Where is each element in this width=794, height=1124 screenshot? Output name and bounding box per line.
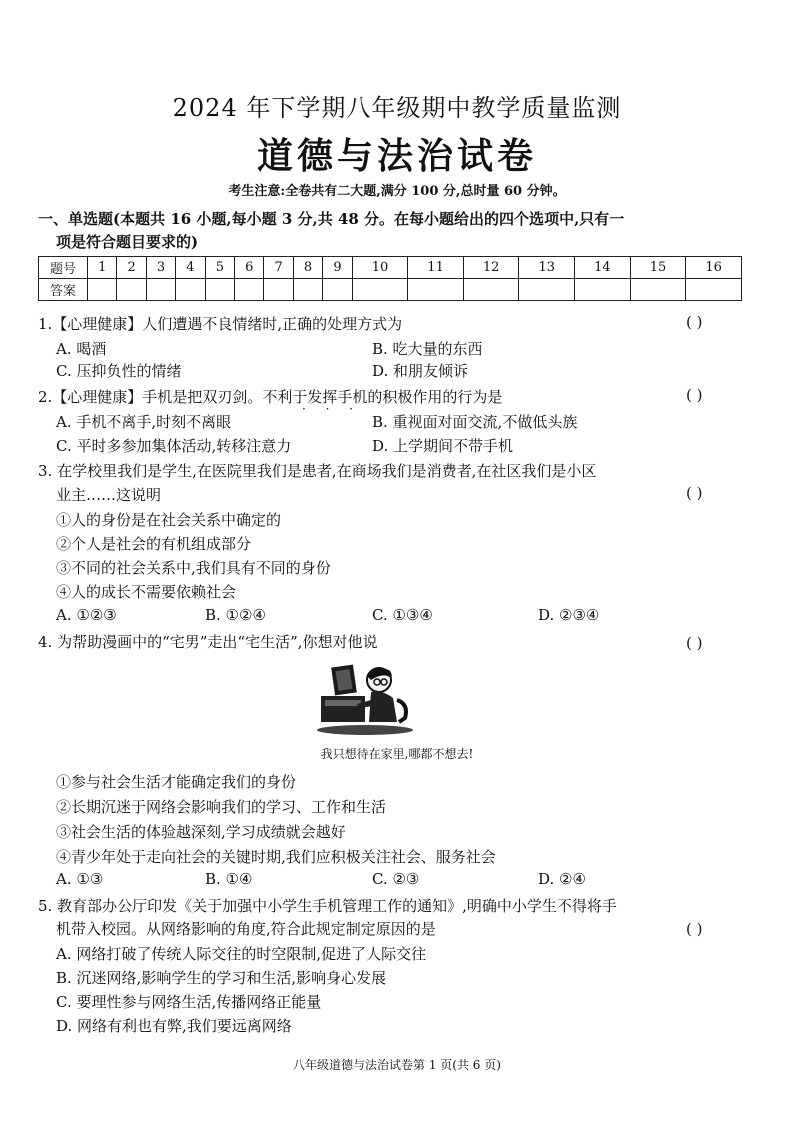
answer-cell[interactable] — [235, 279, 264, 301]
q4-option-c: C. ②③ — [372, 870, 420, 888]
q2-stem: 2.【心理健康】手机是把双刃剑。不利于发挥手机的积极作用的行为是 — [38, 388, 503, 406]
answer-cell[interactable] — [293, 279, 322, 301]
q3-statement-4: ④人的成长不需要依赖社会 — [56, 583, 237, 601]
q3-statement-1: ①人的身份是在社会关系中确定的 — [56, 511, 282, 529]
table-cell-number: 11 — [408, 257, 464, 279]
table-cell-number: 4 — [176, 257, 205, 279]
answer-cell[interactable] — [352, 279, 408, 301]
q2-answer-paren[interactable]: ( ) — [686, 386, 703, 404]
row-label-answer: 答案 — [39, 279, 88, 301]
answer-cell[interactable] — [323, 279, 352, 301]
q4-option-b: B. ①④ — [205, 870, 253, 888]
q3-stem-line1: 3. 在学校里我们是学生,在医院里我们是患者,在商场我们是消费者,在社区我们是小区 — [38, 462, 597, 480]
answer-cell[interactable] — [630, 279, 686, 301]
exam-title: 2024 年下学期八年级期中教学质量监测 — [172, 94, 622, 122]
q5-option-b: B. 沉迷网络,影响学生的学习和生活,影响身心发展 — [56, 969, 387, 987]
q1-answer-paren[interactable]: ( ) — [686, 313, 703, 331]
answer-cell[interactable] — [146, 279, 175, 301]
answer-cell[interactable] — [408, 279, 464, 301]
q4-option-a: A. ①③ — [56, 870, 104, 888]
answer-cell[interactable] — [117, 279, 146, 301]
table-cell-number: 2 — [117, 257, 146, 279]
q2-option-d: D. 上学期间不带手机 — [372, 437, 514, 455]
q4-statement-4: ④青少年处于走向社会的关键时期,我们应积极关注社会、服务社会 — [56, 848, 496, 866]
answer-cell[interactable] — [205, 279, 234, 301]
q3-answer-paren[interactable]: ( ) — [686, 484, 703, 502]
q4-statement-2: ②长期沉迷于网络会影响我们的学习、工作和生活 — [56, 798, 387, 816]
otaku-cartoon-image — [313, 660, 417, 736]
q3-statement-3: ③不同的社会关系中,我们具有不同的身份 — [56, 559, 331, 577]
q5-answer-paren[interactable]: ( ) — [686, 920, 703, 938]
answer-table-answer-row — [39, 279, 742, 301]
table-cell-number: 9 — [323, 257, 352, 279]
answer-table-number-row — [39, 257, 742, 279]
q3-option-b: B. ①②④ — [205, 606, 266, 624]
answer-cell[interactable] — [686, 279, 742, 301]
q1-option-d: D. 和朋友倾诉 — [372, 362, 469, 380]
answer-cell[interactable] — [176, 279, 205, 301]
q1-stem: 1.【心理健康】人们遭遇不良情绪时,正确的处理方式为 — [38, 315, 403, 333]
answer-cell[interactable] — [575, 279, 631, 301]
table-cell-number: 7 — [264, 257, 293, 279]
answer-cell[interactable] — [88, 279, 117, 301]
q5-option-c: C. 要理性参与网络生活,传播网络正能量 — [56, 993, 322, 1011]
table-cell-number: 14 — [575, 257, 631, 279]
table-cell-number: 8 — [293, 257, 322, 279]
q3-stem-line2: 业主……这说明 — [56, 486, 162, 504]
table-cell-number: 13 — [519, 257, 575, 279]
q2-emphasis-dots: · · · — [302, 402, 362, 416]
q3-statement-2: ②个人是社会的有机组成部分 — [56, 535, 252, 553]
q5-option-a: A. 网络打破了传统人际交往的时空限制,促进了人际交往 — [56, 945, 427, 963]
q4-stem: 4. 为帮助漫画中的“宅男”走出“宅生活”,你想对他说 — [38, 633, 378, 651]
q1-option-b: B. 吃大量的东西 — [372, 340, 483, 358]
q2-option-c: C. 平时多参加集体活动,转移注意力 — [56, 437, 292, 455]
table-cell-number: 10 — [352, 257, 408, 279]
q3-option-a: A. ①②③ — [56, 606, 117, 624]
q3-option-c: C. ①③④ — [372, 606, 433, 624]
q4-statement-3: ③社会生活的体验越深刻,学习成绩就会越好 — [56, 823, 346, 841]
q5-option-d: D. 网络有利也有弊,我们要远离网络 — [56, 1017, 292, 1035]
q2-option-b: B. 重视面对面交流,不做低头族 — [372, 413, 578, 431]
q4-answer-paren[interactable]: ( ) — [686, 634, 703, 652]
page-footer: 八年级道德与法治试卷第 1 页(共 6 页) — [293, 1058, 501, 1072]
table-cell-number: 16 — [686, 257, 742, 279]
answer-cell[interactable] — [519, 279, 575, 301]
q4-option-d: D. ②④ — [538, 870, 586, 888]
table-cell-number: 1 — [88, 257, 117, 279]
answer-cell[interactable] — [463, 279, 519, 301]
exam-notice: 考生注意:全卷共有二大题,满分 100 分,总时量 60 分钟。 — [228, 184, 566, 199]
q5-stem-line2: 机带入校园。从网络影响的角度,符合此规定制定原因的是 — [56, 920, 436, 938]
section-heading-line1: 一、单选题(本题共 16 小题,每小题 3 分,共 48 分。在每小题给出的四个选项中,只有一 — [38, 210, 625, 228]
q4-statement-1: ①参与社会生活才能确定我们的身份 — [56, 773, 297, 791]
answer-table — [38, 256, 742, 301]
q3-option-d: D. ②③④ — [538, 606, 600, 624]
table-cell-number: 12 — [463, 257, 519, 279]
table-cell-number: 3 — [146, 257, 175, 279]
paper-title: 道德与法治试卷 — [256, 135, 537, 177]
table-cell-number: 15 — [630, 257, 686, 279]
q1-option-a: A. 喝酒 — [56, 340, 107, 358]
answer-cell[interactable] — [264, 279, 293, 301]
row-label-number: 题号 — [39, 257, 88, 279]
q1-option-c: C. 压抑负性的情绪 — [56, 362, 182, 380]
table-cell-number: 5 — [205, 257, 234, 279]
cartoon-caption: 我只想待在家里,哪都不想去! — [320, 747, 474, 761]
q5-stem-line1: 5. 教育部办公厅印发《关于加强中小学生手机管理工作的通知》,明确中小学生不得将手 — [38, 897, 617, 915]
q2-option-a: A. 手机不离手,时刻不离眼 — [56, 413, 232, 431]
table-cell-number: 6 — [235, 257, 264, 279]
section-heading-line2: 项是符合题目要求的) — [56, 233, 199, 251]
